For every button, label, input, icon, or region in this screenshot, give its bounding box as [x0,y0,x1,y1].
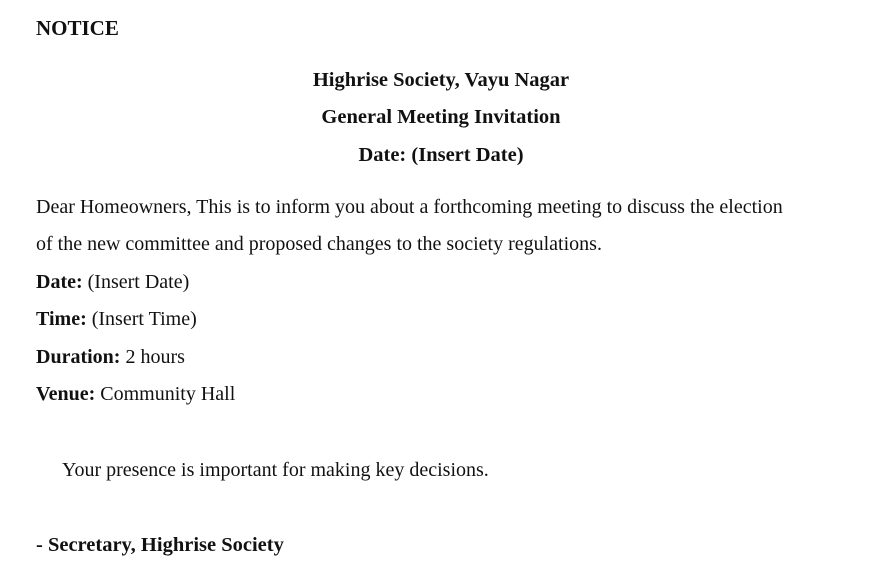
signoff: - Secretary, Highrise Society [36,534,284,556]
detail-time-value: (Insert Time) [86,308,197,330]
detail-time-label: Time: [36,308,87,330]
notice-label: NOTICE [36,16,119,40]
meeting-date-heading: Date: (Insert Date) [358,144,524,166]
society-heading: Highrise Society, Vayu Nagar [312,69,570,91]
meeting-title: General Meeting Invitation [321,106,561,128]
detail-venue-value: Community Hall [95,383,236,405]
detail-venue [36,382,235,406]
detail-date-value: (Insert Date) [82,271,190,293]
detail-date-label: Date: [36,271,83,293]
detail-venue-label: Venue: [36,383,96,405]
body-paragraph-line-2: of the new committee and proposed changes to the society regulations. [36,233,602,255]
detail-duration-value: 2 hours [120,346,185,368]
detail-duration [36,345,185,369]
detail-time [36,307,197,331]
body-paragraph-line-1: Dear Homeowners, This is to inform you about a forthcoming meeting to discuss the election [36,196,783,218]
detail-duration-label: Duration: [36,346,121,368]
presence-statement: Your presence is important for making key decisions. [62,459,489,481]
detail-date [36,270,189,294]
